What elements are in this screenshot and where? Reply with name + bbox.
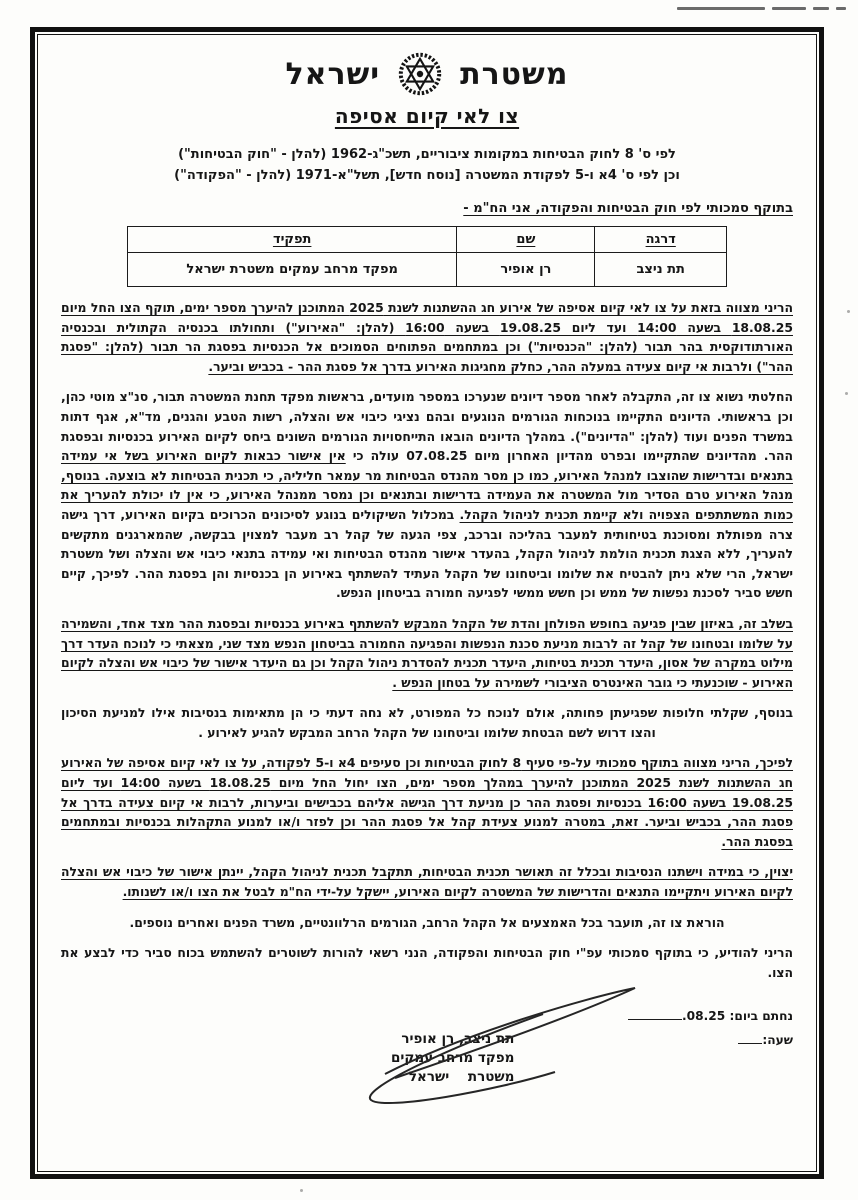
time-blank-field	[738, 1031, 762, 1044]
signatory-rank-name: תת ניצב, רן אופיר	[401, 1031, 515, 1048]
signatory-role: מפקד מרחב עמקים	[391, 1050, 515, 1067]
signed-date-label: נחתם ביום:	[729, 1009, 793, 1024]
scan-artifact-marks	[677, 7, 846, 10]
cell-role: מפקד מרחב עמקים משטרת ישראל	[127, 253, 457, 287]
scan-artifact	[300, 1189, 303, 1192]
underlined-text-run: אין אישור כבאות לקיום האירוע בשל אי עמידה בתנאים ובדרישות שהוצבו למנהל האירוע, כמו כן מסר מהנדס הבטיחות מר עמאר חליליה, כי תכנית הבטיחות לא בוצעה. בנוסף, מנהל האירוע טרם הסדיר מול המשטרה את העמידה בדרישות ובתנאים וכן נמסר ממנהל האירוע, כי אין לו יכולת להעריך את כמות המשתתפים הצפויה ולא קיימת תכנית לניהול הקהל.	[61, 448, 793, 522]
paragraph-decision-background	[61, 387, 793, 603]
paragraph-change-of-circumstances: יצוין, כי במידה וישתנו הנסיבות ובכלל זה תאושר תכנית הבטיחות, תתקבל תכנית לניהול הקהל, יינתן אישור של כיבוי אש והצלה לקיום האירוע ויתקיימו התנאים והדרישות של המשטרה לקיום האירוע, יישקל על-ידי הח"מ לבטל את הצו ו/או לשנותו.	[61, 864, 793, 900]
signature-area	[61, 1004, 793, 1087]
org-name-left: ישראל	[285, 56, 381, 92]
legal-basis-line-1: לפי ס' 8 לחוק הבטיחות במקומות ציבוריים, תשכ"ג-1962 (להלן - "חוק הבטיחות")	[178, 147, 676, 162]
legal-basis	[61, 144, 793, 186]
document-title: צו לאי קיום אסיפה	[334, 104, 520, 128]
paragraph-operative-order: לפיכך, הריני מצווה בתוקף סמכותי על-פי סעיף 8 לחוק הבטיחות וכן סעיפים 4א ו-5 לפקודה, על צו לאי קיום אסיפה של האירוע חג ההשתנות לשנת 2025 המתוכנן להיערך במהלך מספר ימים, הצו יחול החל מיום 18.08.25 בשעה 14:00 ועד ליום 19.08.25 בשעה 16:00 בכנסיות ופסגת ההר כן מניעת דרך הגישה אליהם בכבישים וביערות, לרבות אי קיום צעידה בדרך אל פסגת ההר, בכביש וביער. זאת, במטרה למנוע צעידת קהל אל פסגת ההר וכן לפזר ו/או למנוע התקהלות בכנסיות ובמתחמים בפסגת ההר.	[61, 755, 794, 849]
signed-time-label: שעה:	[762, 1033, 793, 1048]
signed-date-field	[628, 1009, 725, 1023]
signatory-org: משטרת ישראל	[408, 1069, 515, 1086]
signature-block	[391, 1030, 514, 1087]
document-border-frame	[30, 27, 824, 1179]
officer-table	[127, 226, 727, 287]
signed-date-value: .08.25	[682, 1009, 726, 1024]
authority-line: בתוקף סמכותי לפי חוק הבטיחות והפקודה, אני הח"מ -	[463, 201, 793, 216]
signing-details	[628, 1004, 793, 1052]
cell-name: רן אופיר	[457, 253, 595, 287]
paragraph-order-declaration: הריני מצווה בזאת על צו לאי קיום אסיפה של אירוע חג ההשתנות לשנת 2025 המתוכנן להיערך מספר ימים, תוקף הצו החל מיום 18.08.25 בשעה 14:00 ועד ליום 19.08.25 בשעה 16:00 (להלן: "האירוע") ותחולתו בכנסיה הקתולית ובכנסיה האורתודוקסית בהר תבור (להלן: "הכנסיות") וכן במתחמים הפתוחים הסמוכים אל הכנסיות בפסגת הר תבור (להלן: "פסגת ההר") ולרבות אי קיום צעידה במעלה ההר, כחלק מחגיגות האירוע בדרך אל פסגת ההר - בכביש וביער.	[61, 300, 793, 374]
column-header-name: שם	[457, 227, 595, 253]
paragraph-balancing-considerations: בשלב זה, באיזון שבין פגיעה בחופש הפולחן והדת של הקהל המבקש להשתתף באירוע בכנסיות ובפסגת ההר מצד אחד, והשמירה על שלומו ובטחונו של קהל זה לרבות מניעת סכנת הנפשות והפגיעה החמורה בביטחון הנפש מצד שני, מצאתי כי לנוכח העדר דרך מילוט במקרה של אסון, היעדר תכנית בטיחות, היעדר תכנית להסדרת ניהול הקהל וכן גם היעדר אישור של כיבוי אש והצלה לקיום האירוע - שוכנעתי כי גובר האינטרס הציבורי לשמירה על בטחון הנפש .	[61, 615, 793, 690]
column-header-role: תפקיד	[127, 227, 457, 253]
table-header-row	[127, 227, 726, 253]
scan-artifact	[847, 310, 850, 313]
paragraph-alternatives: בנוסף, שקלתי חלופות שפגיעתן פחותה, אולם לנוכח כל המפורט, לא נחה דעתי כי הן מתאימות בנסיבות אילו למניעת הסיכון והצו דרוש לשם הבטחת שלומו וביטחונו של הקהל הרחב המבקש להגיע לאירוע .	[61, 705, 793, 740]
legal-basis-line-2: וכן לפי ס' 4א ו-5 לפקודת המשטרה [נוסח חדש], תשל"א-1971 (להלן - "הפקודה")	[174, 168, 680, 183]
date-blank-field	[628, 1007, 682, 1020]
scan-artifact	[845, 392, 848, 395]
table-row	[127, 253, 726, 287]
masthead	[61, 50, 793, 98]
document-content	[35, 32, 819, 1174]
text-run: החלטתי נשוא צו זה, התקבלה לאחר מספר דיונים שנערכו במספר מועדים, בראשות מפקד תחנת המשטרה תבור, סנ"צ מוטי כהן, וכן בראשותי. הדיונים התקיימו בנוכחות הגורמים הנוגעים ובהם נציגי כיבוי אש והצלה, רשות הטבע והגנים, מד"א, אגף דתות במשרד הפנים ועוד (להלן: "הדיונים"). במהלך הדיונים הובאו התייחסויות הגורמים השונים ביחס לקיום האירוע בכנסיות ובפסגת ההר. מהדיונים שהתקיימו ובפרט מהדיון האחרון מיום 07.08.25 עולה כי	[61, 389, 793, 464]
signed-time-line	[628, 1028, 793, 1052]
text-run: במכלול השיקולים בנוגע לסיכונים הכרוכים בקיום האירוע, דרך גישה צרה מפותלת ומסוכנת בטיחותית למעבר בהליכה וברכב, צפי הגעה של קהל רב מעבר למצוין בבקשה, שהמארגנים מתקשים להעריך, ללא הצגת תכנית הולמת לניהול הקהל, בהעדר אישור מהנדס הבטיחות ואי עמידה בתנאי כיבוי אש והצלה ושל משטרת ישראל, הרי שלא ניתן להבטיח את שלומו וביטחונו של הקהל העתיד להשתתף באירוע הן בכנסיות והן בפסגת ההר. לפיכך, קיים חשש סביר לסכנת נפשות של ממש וכן חשש ממשי לפגיעה חמורה בביטחון הנפש.	[61, 506, 793, 601]
paragraph-use-of-force: הריני להודיע, כי בתוקף סמכותי עפ"י חוק הבטיחות והפקודה, הנני רשאי להורות לשוטרים להשתמש בכוח סביר כדי לבצע את הצו.	[61, 945, 793, 980]
org-name-right: משטרת	[460, 56, 569, 92]
cell-rank: תת ניצב	[595, 253, 727, 287]
column-header-rank: דרגה	[595, 227, 727, 253]
paragraph-distribution: הוראת צו זה, תועבר בכל האמצעים אל הקהל הרחב, הגורמים הרלוונטיים, משרד הפנים ואחרים נוספים.	[129, 914, 725, 930]
signed-date-line	[628, 1004, 793, 1028]
israel-police-badge-icon	[396, 50, 444, 98]
